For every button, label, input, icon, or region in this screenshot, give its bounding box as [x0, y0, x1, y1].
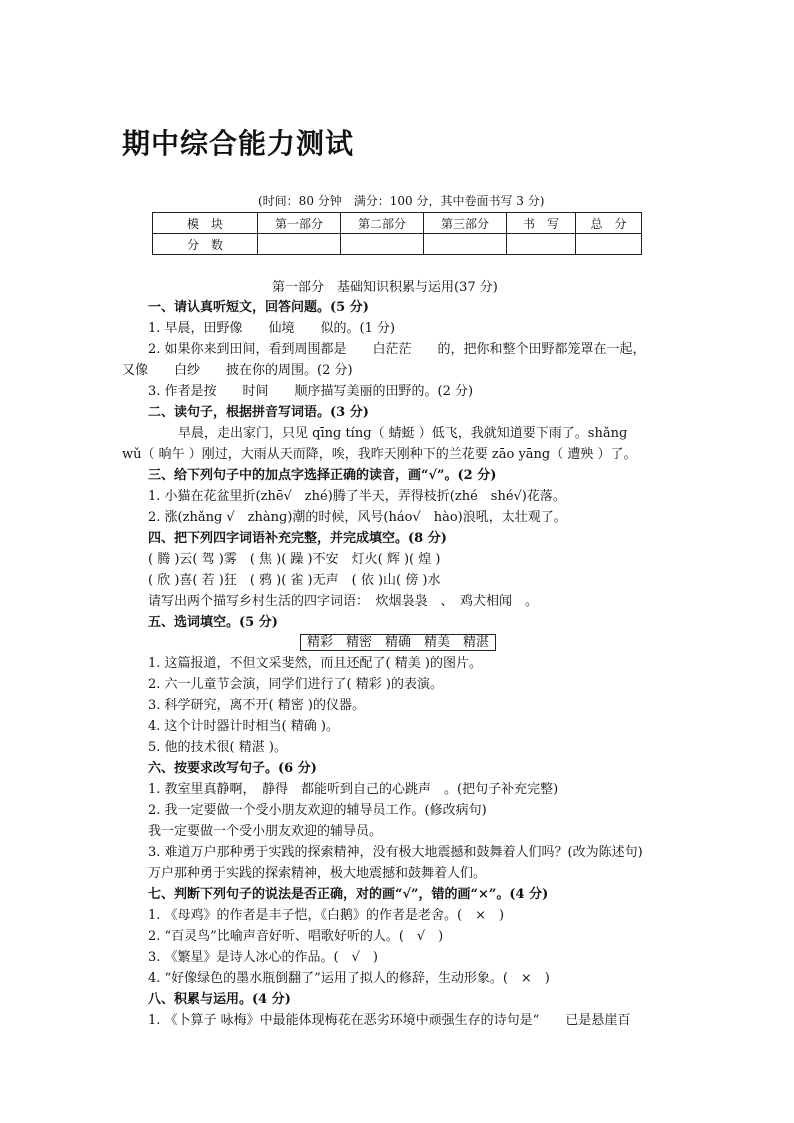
score-cell: [576, 234, 642, 255]
section4-heading: 四、把下列四字词语补充完整，并完成填空。(8 分): [148, 531, 447, 546]
score-table-header-row: [153, 213, 642, 234]
section5-q4: 4. 这个计时器计时相当( 精确 )。: [148, 719, 339, 734]
section8-q1: 1. 《卜算子 咏梅》中最能体现梅花在恶劣环境中顽强生存的诗句是“ 已是悬崖百: [148, 1013, 631, 1028]
section4-row3: 请写出两个描写乡村生活的四字词语： 炊烟袅袅 、 鸡犬相闻 。: [148, 594, 539, 609]
exam-meta: (时间：80 分钟 满分：100 分，其中卷面书写 3 分): [258, 194, 545, 208]
score-row-label: 分 数: [153, 234, 258, 255]
section3-q2: 2. 涨(zhǎnɡ √ zhànɡ)潮的时候，风号(háo√ hào)浪吼，太壮观了。: [148, 510, 567, 525]
score-header-part2: 第二部分: [341, 213, 424, 234]
score-header-part1: 第一部分: [258, 213, 341, 234]
score-header-module: 模 块: [153, 213, 258, 234]
section5-q3: 3. 科学研究，离不开( 精密 )的仪器。: [148, 698, 365, 713]
section8-heading: 八、积累与运用。(4 分): [148, 992, 291, 1007]
section3-heading: 三、给下列句子中的加点字选择正确的读音，画“√”。(2 分): [148, 468, 497, 483]
score-table: [152, 212, 642, 255]
score-cell: [507, 234, 576, 255]
section7-heading: 七、判断下列句子的说法是否正确，对的画“√”，错的画“×”。(4 分): [148, 887, 549, 902]
section5-q2: 2. 六一儿童节会演，同学们进行了( 精彩 )的表演。: [148, 677, 443, 692]
section7-q4: 4. “好像绿色的墨水瓶倒翻了”运用了拟人的修辞，生动形象。( × ): [148, 971, 550, 986]
score-table-row: [153, 234, 642, 255]
section5-heading: 五、选词填空。(5 分): [148, 615, 278, 630]
section3-q1: 1. 小猫在花盆里折(zhē√ zhé)腾了半天，弄得枝折(zhé shé√)花落。: [148, 489, 566, 504]
section4-row1: ( 腾 )云( 驾 )雾 ( 焦 )( 躁 )不安 灯火( 辉 )( 煌 ): [148, 552, 441, 567]
section6-q3: 3. 难道万户那种勇于实践的探索精神，没有极大地震撼和鼓舞着人们吗？(改为陈述句): [148, 845, 643, 860]
section6-a3: 万户那种勇于实践的探索精神，极大地震撼和鼓舞着人们。: [148, 866, 487, 881]
section6-q2: 2. 我一定要做一个受小朋友欢迎的辅导员工作。(修改病句): [148, 803, 487, 818]
section1-q3: 3. 作者是按 时间 顺序描写美丽的田野的。(2 分): [148, 384, 474, 399]
section6-q1: 1. 教室里真静啊， 静得 都能听到自己的心跳声 。(把句子补充完整): [148, 782, 559, 797]
score-header-total: 总 分: [576, 213, 642, 234]
section6-a2: 我一定要做一个受小朋友欢迎的辅导员。: [148, 824, 383, 839]
word-box: 精彩 精密 精确 精美 精湛: [300, 634, 496, 651]
section5-q1: 1. 这篇报道，不但文采斐然，而且还配了( 精美 )的图片。: [148, 656, 482, 671]
section5-q5: 5. 他的技术很( 精湛 )。: [148, 740, 287, 755]
section7-q1: 1. 《母鸡》的作者是丰子恺，《白鹅》的作者是老舍。( × ): [148, 908, 505, 923]
score-cell: [341, 234, 424, 255]
part1-title: 第一部分 基础知识积累与运用(37 分): [272, 280, 498, 295]
page-title: 期中综合能力测试: [122, 127, 355, 160]
section2-heading: 二、读句子，根据拼音写词语。(3 分): [148, 405, 369, 420]
section1-q2a: 2. 如果你来到田间，看到周围都是 白茫茫 的，把你和整个田野都笼罩在一起，: [148, 342, 646, 357]
section1-q2b: 又像 白纱 披在你的周围。(2 分): [122, 363, 353, 378]
section7-q3: 3. 《繁星》是诗人冰心的作品。( √ ): [148, 950, 378, 965]
section4-row2: ( 欣 )喜( 若 )狂 ( 鸦 )( 雀 )无声 ( 依 )山( 傍 )水: [148, 573, 441, 588]
section6-heading: 六、按要求改写句子。(6 分): [148, 761, 317, 776]
section7-q2: 2. “百灵鸟”比喻声音好听、唱歌好听的人。( √ ): [148, 929, 444, 944]
score-cell: [258, 234, 341, 255]
section1-heading: 一、请认真听短文，回答问题。(5 分): [148, 300, 369, 315]
score-header-writing: 书 写: [507, 213, 576, 234]
score-cell: [424, 234, 507, 255]
section1-q1: 1. 早晨，田野像 仙境 似的。(1 分): [148, 321, 396, 336]
score-header-part3: 第三部分: [424, 213, 507, 234]
section2-line2: wǔ（ 晌午 ）刚过，大雨从天而降，唉，我昨天刚种下的兰花要 zāo yāng（ 遭殃 ）了。: [122, 447, 637, 462]
section2-line1: 早晨，走出家门，只见 qīnɡ tínɡ（ 蜻蜓 ）低飞，我就知道要下雨了。shǎnɡ: [178, 426, 628, 441]
